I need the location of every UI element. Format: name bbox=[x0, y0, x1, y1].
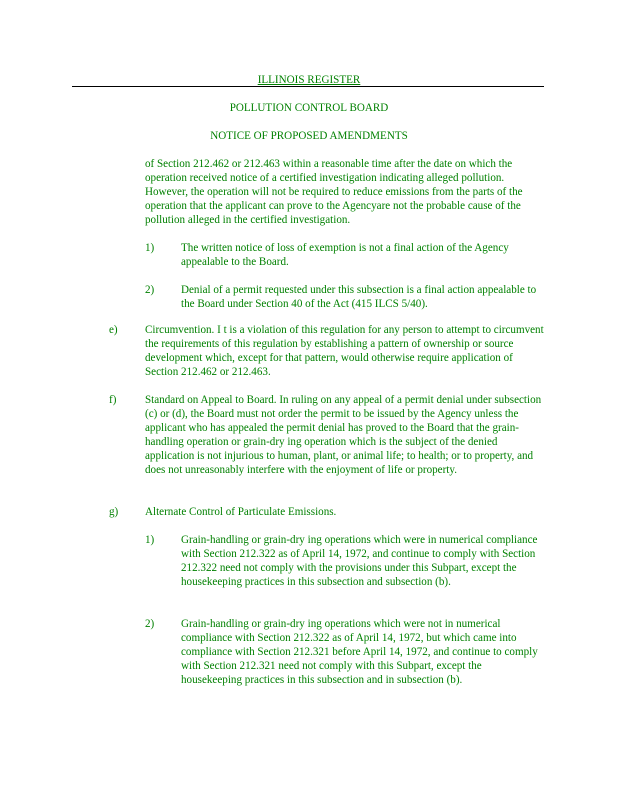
section-f-label: f) bbox=[109, 394, 117, 406]
section-f-text: Standard on Appeal to Board. In ruling on any appeal of a permit denial under subsection (c) or (d), the Board must not order the permit to be issued by the Agency unless the applicant who has appealed the permit denial has proved to the Board that the grain-handling operation or grain-dry ing operation which is the subject of the denied application is not injurious to human, plant, or animal life; to health; or to property, and does not unreasonably interfere with the enjoyment of life or property. bbox=[145, 394, 542, 476]
header-rule bbox=[72, 86, 544, 87]
item-g2-label: 2) bbox=[145, 618, 155, 630]
section-e-text: Circumvention. I t is a violation of this regulation for any person to attempt to circumvent the requirements of this regulation by establishing a pattern of ownership or source development which, except for that pattern, would otherwise require application of Section 212.462 or 212.463. bbox=[145, 324, 544, 378]
section-g-text: Alternate Control of Particulate Emissions. bbox=[145, 506, 337, 518]
item-g1-label: 1) bbox=[145, 534, 155, 546]
register-title: ILLINOIS REGISTER bbox=[257, 74, 361, 86]
continuation-paragraph: of Section 212.462 or 212.463 within a reasonable time after the date on which the operation received notice of a certified investigation indicating alleged pollution. However, the operation will not be required to reduce emissions from the parts of the operation that the applicant can prove to the Agencyare not the probable cause of the pollution alleged in the certified investigation. bbox=[145, 158, 523, 226]
item-g2-text: Grain-handling or grain-dry ing operations which were not in numerical compliance with Section 212.322 as of April 14, 1972, but which came into compliance with Section 212.321 before April 14, 1972, and continue to comply with Section 212.321 need not comply with this Subpart, except the housekeeping practices in this subsection and in subsection (b). bbox=[181, 618, 538, 686]
section-e-label: e) bbox=[109, 324, 118, 336]
item-d1-label: 1) bbox=[145, 242, 155, 254]
item-g1-text: Grain-handling or grain-dry ing operations which were in numerical compliance with Section 212.322 as of April 14, 1972, and continue to comply with Section 212.322 need not comply with the provisions under this Subpart, except the housekeeping practices in this subsection and subsection (b). bbox=[181, 534, 538, 588]
notice-title: NOTICE OF PROPOSED AMENDMENTS bbox=[210, 130, 408, 142]
item-d1-text: The written notice of loss of exemption is not a final action of the Agency appealable to the Board. bbox=[181, 242, 509, 268]
section-g-label: g) bbox=[109, 506, 119, 518]
register-header bbox=[0, 73, 618, 87]
item-d2-text: Denial of a permit requested under this subsection is a final action appealable to the Board under Section 40 of the Act (415 ILCS 5/40). bbox=[181, 284, 537, 310]
item-d2-label: 2) bbox=[145, 284, 155, 296]
board-title: POLLUTION CONTROL BOARD bbox=[229, 102, 389, 114]
